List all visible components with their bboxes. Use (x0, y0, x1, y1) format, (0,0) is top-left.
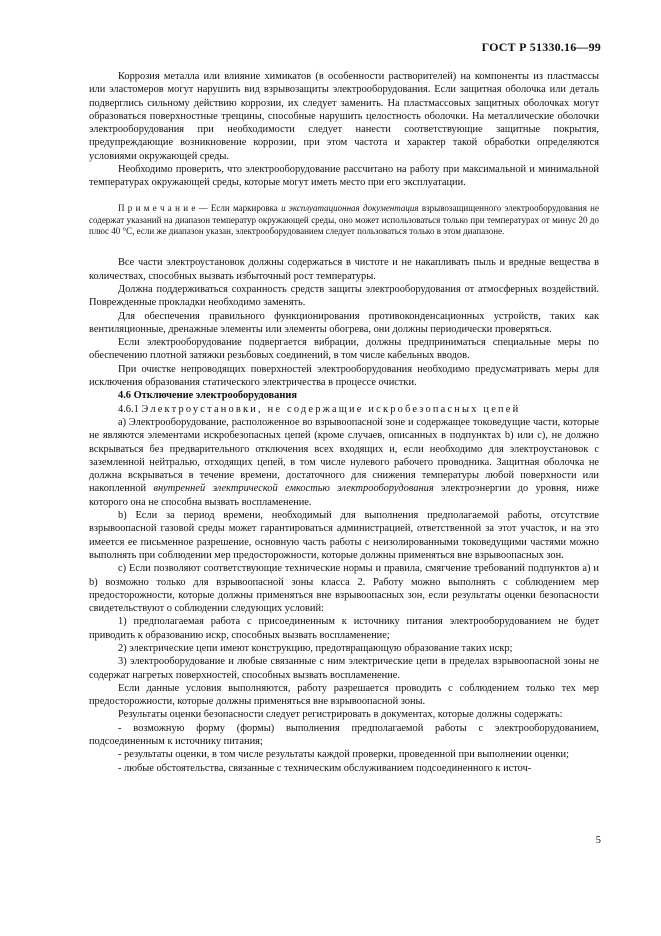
subsection-heading (89, 403, 599, 416)
paragraph: с) Если позволяют соответствующие технические нормы и правила, смягчение требований подпунктов а) и b) возможно только для взрывоопасной зоны класса 2. Работу можно выполнять с соблюдением мер предосторожности, которые должны применяться вне взрывоопасных зон, если результаты оценки безопасности свидетельствуют о соблюдении следующих условий: (89, 563, 599, 615)
list-item: - возможную форму (формы) выполнения предполагаемой работы с электрооборудованием, подсоединенным к источнику питания; (89, 722, 599, 748)
page-number: 5 (595, 835, 601, 846)
paragraph: Необходимо проверить, что электрооборудование рассчитано на работу при максимальной и минимальной температурах окружающей среды, которые могут иметь место при его эксплуатации. (89, 164, 599, 189)
italic-term: внутренней электрической емкостью электрооборудования (153, 483, 434, 495)
note-label: П р и м е ч а н и е — Если маркировка (118, 202, 278, 213)
note-italic: и эксплуатационная документация (281, 202, 419, 213)
document-header: ГОСТ Р 51330.16—99 (481, 40, 601, 54)
subsection-number: 4.6.1 (118, 403, 139, 415)
paragraph: b) Если за период времени, необходимый для выполнения предполагаемой работы, отсутствие взрывоопасной газовой среды может гарантироваться администрацией, ответственной за этот участок, и на это имеется ее письменное разрешение, основную часть работы с неизолированными токоведущими частями можно выполнять при соблюдении мер предосторожности, которые должны применяться вне взрывоопасных зон. (89, 510, 599, 561)
paragraph: При очистке непроводящих поверхностей электрооборудования необходимо предусматривать меры для исключения образования статического электричества в процессе очистки. (89, 363, 599, 389)
subsection-title: Электроустановки, не содержащие искробезопасных цепей (141, 403, 521, 415)
paragraph: Если электрооборудование подвергается вибрации, должны предприниматься специальные меры по обеспечению плотной затяжки резьбовых соединений, в том числе кабельных вводов. (89, 337, 599, 362)
note (89, 203, 599, 239)
text: а) Электрооборудование, расположенное во взрывоопасной зоне и содержащее токоведущие части, которые не являются элементами искробезопасных цепей (кроме случаев, описанных в подпунктах b) или с), не должно вскрываться без предварительного отключения всех входящих и, если необходимо для электроустановок с заземленной нейтралью, отходящих цепей, в том числе нулевого рабочего проводника. Защитная оболочка не должна вскрываться в течение времени, достаточного для снижения температуры любой поверхности или накопленной (89, 416, 599, 495)
note-text: взрывозащищенного электрооборудования не содержат указаний на диапазон температур окружающей среды, оно может использоваться только при температурах от минус 20 до плюс 40 °С, если же диапазон указан, электрооборудованием следует пользоваться только в этом диапазоне. (89, 202, 599, 237)
paragraph: Если данные условия выполняются, работу разрешается проводить с соблюдением только тех мер предосторожности, которые должны применяться вне взрывоопасной зоны. (89, 682, 599, 708)
list-item: 2) электрические цепи имеют конструкцию, предотвращающую образование таких искр; (118, 643, 513, 654)
paragraph: Для обеспечения правильного функционирования противоконденсационных устройств, таких как вентиляционные, дренажные элементы или элементы обогрева, они должны периодически проверяться. (89, 310, 599, 335)
list-item: 1) предполагаемая работа с присоединенным к источнику питания электрооборудованием не будет приводить к образованию искр, способных вызвать воспламенение; (89, 616, 599, 641)
paragraph (89, 416, 599, 509)
text: электроэнергии до уровня, ниже которого она не способна вызвать воспламенение. (89, 483, 599, 508)
paragraph: Все части электроустановок должны содержаться в чистоте и не накапливать пыль и вредные вещества в количествах, способных вызвать избыточный рост температуры. (89, 257, 599, 282)
paragraph: Должна поддерживаться сохранность средств защиты электрооборудования от атмосферных воздействий. Поврежденные прокладки необходимо заменять. (89, 283, 599, 309)
list-item: 3) электрооборудование и любые связанные с ним электрические цепи в пределах взрывоопасной зоны не содержат нагретых поверхностей, способных вызвать воспламенение. (89, 656, 599, 681)
list-item: - любые обстоятельства, связанные с техническим обслуживанием подсоединенного к источ- (118, 762, 532, 774)
section-heading: 4.6 Отключение электрооборудования (118, 390, 297, 402)
paragraph: Коррозия металла или влияние химикатов (в особенности растворителей) на компоненты из пластмассы или эластомеров могут нарушить вид взрывозащиты электрооборудования. Если защитная оболочка или деталь подверглись сильному действию коррозии, их следует заменить. На пластмассовых защитных оболочках могут образоваться поверхностные трещины, способные нарушить целостность оболочки. На металлические оболочки электрооборудования при необходимости следует нанести соответствующие защитные покрытия, предупреждающие возникновение коррозии, при этом частота и характер такой обработки определяются условиями окружающей среды. (89, 71, 599, 162)
paragraph: Результаты оценки безопасности следует регистрировать в документах, которые должны содержать: (118, 709, 563, 721)
document-body (89, 70, 599, 775)
list-item: - результаты оценки, в том числе результаты каждой проверки, проведенной при выполнении оценки; (118, 749, 569, 761)
